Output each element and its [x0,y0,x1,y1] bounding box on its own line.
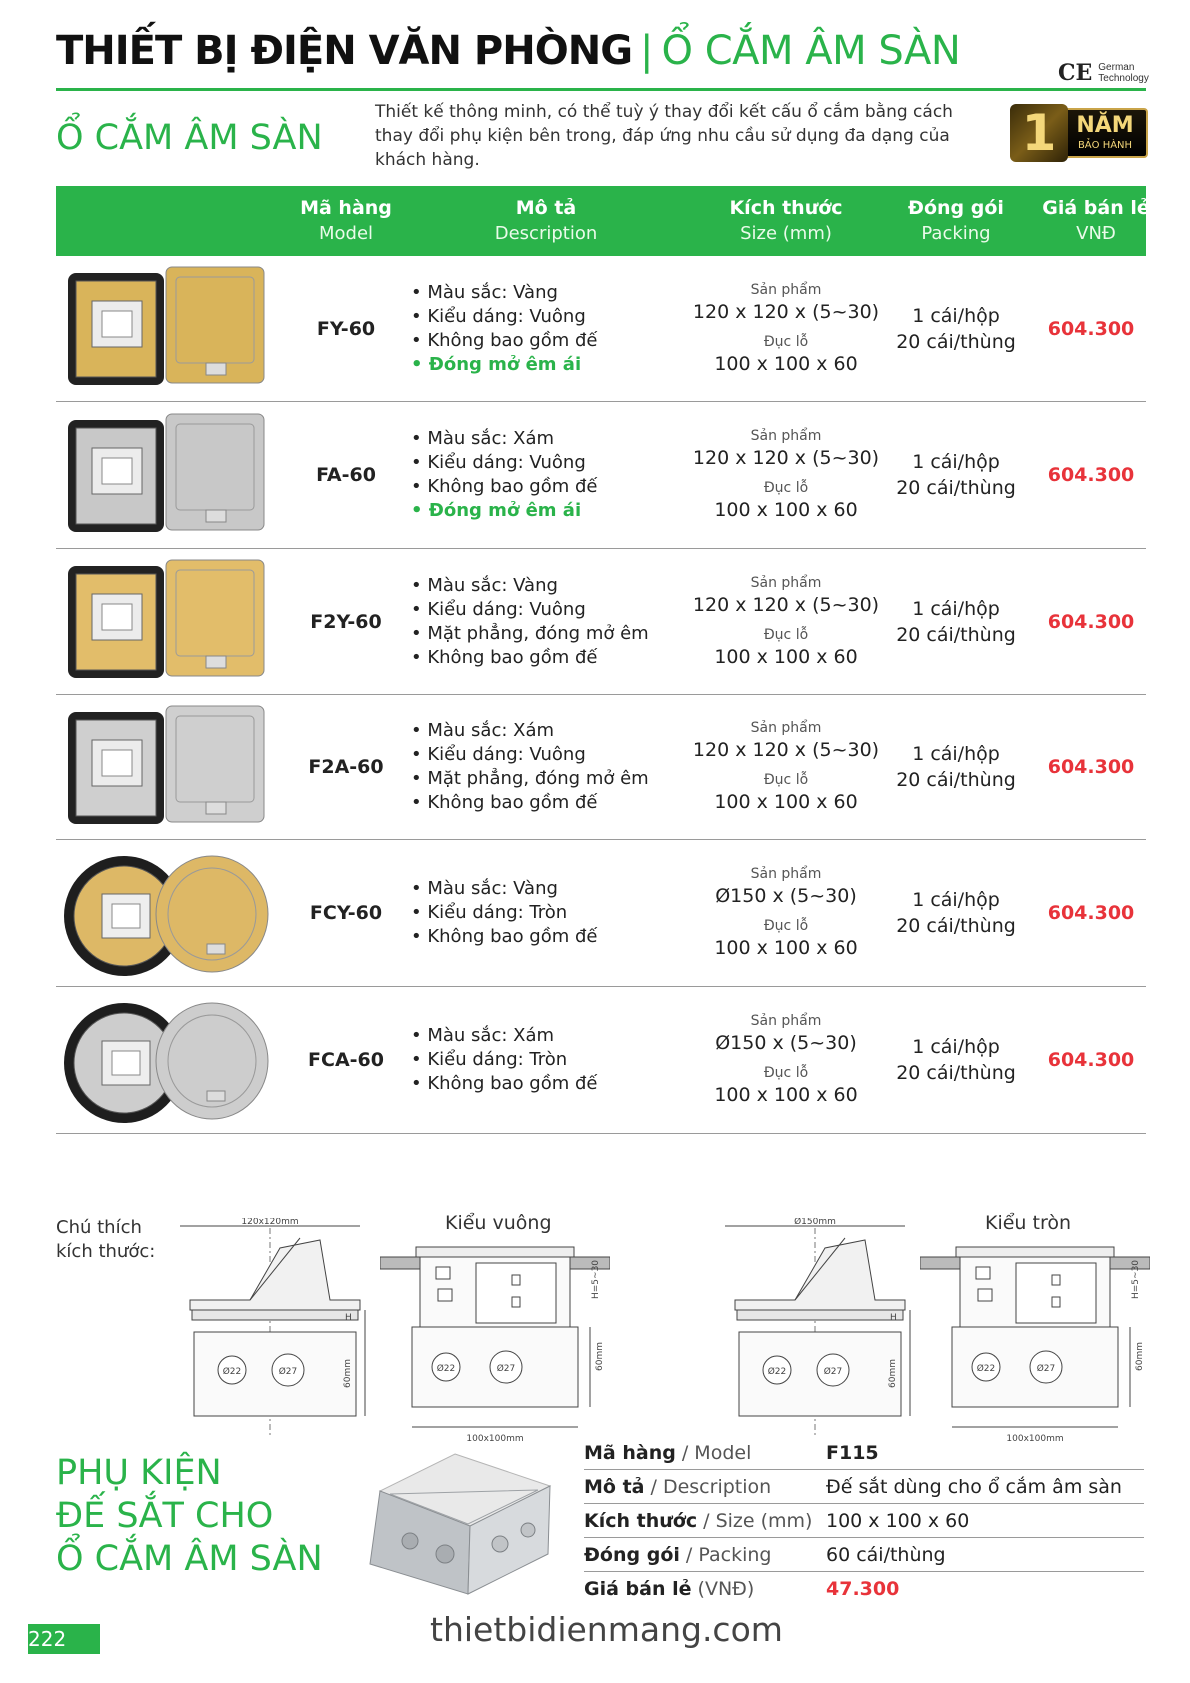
accessory-key [584,1470,771,1504]
accessory-title [56,1452,323,1581]
th-pack-vi: Đóng gói [908,197,1004,219]
th-price-vi: Giá bán lẻ [1042,197,1150,219]
size-hole-label: Đục lỗ [763,626,809,643]
round-section-drawing [920,1245,1150,1445]
accessory-key [584,1538,771,1572]
page-number: 222 [28,1624,100,1654]
product-packing [856,256,1056,401]
product-image [62,259,272,399]
product-packing [856,840,1056,986]
th-size [701,196,871,246]
product-model: F2A-60 [308,756,384,778]
dimension-caption-line-2: kích thước: [56,1241,156,1262]
packing-line: 1 cái/hộp [912,889,1000,911]
ce-line-1: German [1098,62,1135,73]
rd-sect-height: H=5~30 [1131,1259,1141,1299]
ce-text [1098,62,1149,84]
th-price-en: VNĐ [1076,223,1116,244]
steel-box-image [350,1446,555,1596]
th-model-en: Model [318,223,374,244]
th-price [1031,196,1161,246]
sq-side-depth: 60mm [343,1359,353,1388]
size-hole-value: 100 x 100 x 60 [714,499,858,521]
accessory-table [584,1436,1144,1606]
product-row [56,402,1146,549]
product-price: 604.300 [1047,756,1135,778]
accessory-row [584,1470,1144,1504]
description-line: • Màu sắc: Vàng [411,281,558,303]
product-price: 604.300 [1047,610,1135,633]
th-model-vi: Mã hàng [300,197,392,219]
sq-sect-hole-small: Ø22 [436,1364,456,1374]
accessory-title-line-2: ĐẾ SẮT CHO [56,1496,274,1536]
packing-line: 1 cái/hộp [912,451,1000,473]
accessory-title-line-3: Ổ CẮM ÂM SÀN [56,1539,323,1579]
accessory-key-vi: Đóng gói [584,1544,680,1566]
header-rule [56,88,1146,91]
packing-line: 20 cái/thùng [896,477,1016,499]
size-product-label: Sản phẩm [750,720,822,736]
product-description [411,549,711,694]
rd-side-height: H [890,1313,897,1323]
product-packing [856,695,1056,839]
header-title-green: Ổ CẮM ÂM SÀN [661,28,961,74]
accessory-row [584,1504,1144,1538]
description-line: • Không bao gồm đế [411,329,598,351]
description-line: • Màu sắc: Vàng [411,574,558,596]
rd-sect-depth: 60mm [1135,1342,1145,1371]
product-row [56,549,1146,695]
description-line: • Màu sắc: Xám [411,720,555,741]
warranty-word: NĂM [1076,113,1134,138]
accessory-key-en: (VNĐ) [691,1578,755,1600]
warranty-badge [1010,104,1148,162]
description-line: • Kiểu dáng: Tròn [411,902,568,923]
accessory-key-en: / Model [675,1442,752,1464]
product-packing [856,549,1056,694]
sq-sect-height: H=5~30 [591,1259,601,1299]
accessory-key [584,1436,751,1470]
th-desc-en: Description [494,223,598,244]
th-size-en: Size (mm) [740,223,832,244]
accessory-value: 60 cái/thùng [826,1544,946,1566]
th-model [281,196,411,246]
square-section-drawing [380,1245,610,1445]
product-image [62,552,272,692]
packing-line: 1 cái/hộp [912,1036,1000,1058]
description-line: • Màu sắc: Vàng [411,878,558,899]
description-line: • Không bao gồm đế [411,1073,598,1094]
th-pack-en: Packing [921,223,991,244]
accessory-key-en: / Size (mm) [697,1510,813,1532]
accessory-key [584,1572,754,1606]
rd-base-dim: 100x100mm [1006,1434,1064,1444]
product-image [62,406,272,546]
accessory-value: 100 x 100 x 60 [826,1510,970,1532]
sq-side-height: H [345,1313,352,1323]
description-line: • Màu sắc: Xám [411,1025,555,1046]
size-product-value: 120 x 120 x (5~30) [692,739,880,761]
size-product-label: Sản phẩm [750,866,822,882]
packing-line: 20 cái/thùng [896,330,1016,353]
size-hole-value: 100 x 100 x 60 [714,645,858,668]
square-type-label: Kiểu vuông [445,1212,552,1234]
dimension-caption [56,1216,155,1264]
packing-line: 20 cái/thùng [896,623,1016,646]
description-line: • Kiểu dáng: Vuông [411,744,586,765]
description-line: • Kiểu dáng: Vuông [411,305,586,327]
size-hole-value: 100 x 100 x 60 [714,791,858,813]
packing-line: 20 cái/thùng [896,769,1016,791]
warranty-number: 1 [1010,104,1068,162]
size-product-label: Sản phẩm [750,1013,822,1029]
product-description [411,402,711,548]
accessory-row [584,1538,1144,1572]
th-desc [446,196,646,246]
description-line: • Mặt phẳng, đóng mở êm [411,768,649,789]
packing-line: 1 cái/hộp [912,304,1000,327]
accessory-key-vi: Kích thước [584,1510,698,1532]
accessory-row [584,1436,1144,1470]
product-description [411,840,711,986]
header-separator: | [640,28,654,74]
ce-line-2: Technology [1098,73,1149,84]
size-product-label: Sản phẩm [750,281,822,298]
rd-sect-hole-small: Ø22 [976,1364,996,1374]
size-hole-label: Đục lỗ [763,1065,809,1081]
description-line: • Kiểu dáng: Tròn [411,1049,568,1070]
accessory-row [584,1572,1144,1606]
website-watermark: thietbidienmang.com [430,1610,783,1649]
description-line: • Không bao gồm đế [411,926,598,947]
size-hole-label: Đục lỗ [763,480,809,496]
ce-badge [1058,60,1149,86]
warranty-sub: BẢO HÀNH [1077,140,1133,151]
th-desc-vi: Mô tả [515,197,577,219]
size-hole-value: 100 x 100 x 60 [714,352,858,375]
sq-base-dim: 100x100mm [466,1434,524,1444]
packing-line: 1 cái/hộp [912,743,1000,765]
sq-side-hole-large: Ø27 [278,1367,298,1377]
round-type-label: Kiểu tròn [985,1212,1072,1234]
accessory-value: F115 [826,1442,879,1464]
product-packing [856,402,1056,548]
product-model: F2Y-60 [310,610,382,633]
accessory-key-en: / Description [644,1476,772,1498]
sq-top-dim: 120x120mm [241,1218,299,1227]
product-model: FA-60 [316,464,376,486]
size-hole-label: Đục lỗ [763,772,809,788]
size-hole-value: 100 x 100 x 60 [714,1084,858,1106]
product-row [56,987,1146,1134]
sq-sect-depth: 60mm [595,1342,605,1371]
accessory-key-vi: Mô tả [584,1476,645,1498]
table-header [56,186,1150,256]
product-model: FCA-60 [308,1049,384,1071]
page-header-title [56,28,960,88]
rd-sect-hole-large: Ø27 [1036,1364,1056,1374]
accessory-key [584,1504,812,1538]
packing-line: 1 cái/hộp [912,597,1000,620]
th-pack [876,196,1036,246]
product-image [62,991,272,1131]
th-size-vi: Kích thước [729,197,843,219]
packing-line: 20 cái/thùng [896,915,1016,937]
product-row [56,256,1146,402]
dimension-caption-line-1: Chú thích [56,1217,142,1238]
size-product-value: Ø150 x (5~30) [715,1032,857,1054]
round-top-dim: Ø150mm [794,1218,836,1227]
accessory-key-vi: Giá bán lẻ [584,1578,692,1600]
product-price: 604.300 [1047,1049,1135,1071]
section-title: Ổ CẮM ÂM SÀN [56,118,323,158]
size-product-value: 120 x 120 x (5~30) [692,447,880,469]
product-description [411,987,711,1133]
size-product-value: 120 x 120 x (5~30) [692,300,880,323]
product-model: FCY-60 [309,902,383,924]
ce-mark-icon: CE [1058,60,1093,86]
rd-side-hole-large: Ø27 [823,1367,843,1377]
product-image [62,698,272,838]
square-side-drawing [170,1218,370,1438]
accessory-value: 47.300 [826,1578,900,1600]
product-price: 604.300 [1047,902,1135,924]
size-product-label: Sản phẩm [750,428,822,444]
description-line: • Không bao gồm đế [411,646,598,668]
product-model: FY-60 [316,317,376,340]
accessory-title-line-1: PHỤ KIỆN [56,1453,222,1493]
accessory-key-vi: Mã hàng [584,1442,676,1464]
size-hole-label: Đục lỗ [763,918,809,934]
product-description [411,695,711,839]
warranty-box [1062,108,1148,158]
description-line: • Đóng mở êm ái [411,353,582,375]
product-row [56,840,1146,987]
size-product-label: Sản phẩm [750,574,822,591]
size-product-value: 120 x 120 x (5~30) [692,593,880,616]
rd-side-hole-small: Ø22 [767,1367,787,1377]
header-title-bold: THIẾT BỊ ĐIỆN VĂN PHÒNG [56,28,633,74]
rd-side-depth: 60mm [888,1359,898,1388]
description-line: • Không bao gồm đế [411,792,598,813]
accessory-key-en: / Packing [679,1544,772,1566]
description-line: • Màu sắc: Xám [411,428,555,449]
product-price: 604.300 [1047,317,1135,340]
size-product-value: Ø150 x (5~30) [715,885,857,907]
product-image [62,844,272,984]
product-description [411,256,711,401]
sq-sect-hole-large: Ø27 [496,1364,516,1374]
size-hole-value: 100 x 100 x 60 [714,937,858,959]
product-price: 604.300 [1047,464,1135,486]
description-line: • Không bao gồm đế [411,476,598,497]
packing-line: 20 cái/thùng [896,1062,1016,1084]
round-side-drawing [715,1218,915,1438]
description-line: • Kiểu dáng: Vuông [411,452,586,473]
size-hole-label: Đục lỗ [763,333,809,350]
product-row [56,695,1146,840]
accessory-value: Đế sắt dùng cho ổ cắm âm sàn [826,1476,1122,1498]
product-packing [856,987,1056,1133]
section-intro: Thiết kế thông minh, có thể tuỳ ý thay đổi kết cấu ổ cắm bằng cách thay đổi phụ kiện bên trong, đáp ứng nhu cầu sử dụng đa dạng của khách hàng. [375,102,953,170]
description-line: • Đóng mở êm ái [411,500,582,521]
description-line: • Mặt phẳng, đóng mở êm [411,622,649,644]
sq-side-hole-small: Ø22 [222,1367,242,1377]
description-line: • Kiểu dáng: Vuông [411,598,586,620]
